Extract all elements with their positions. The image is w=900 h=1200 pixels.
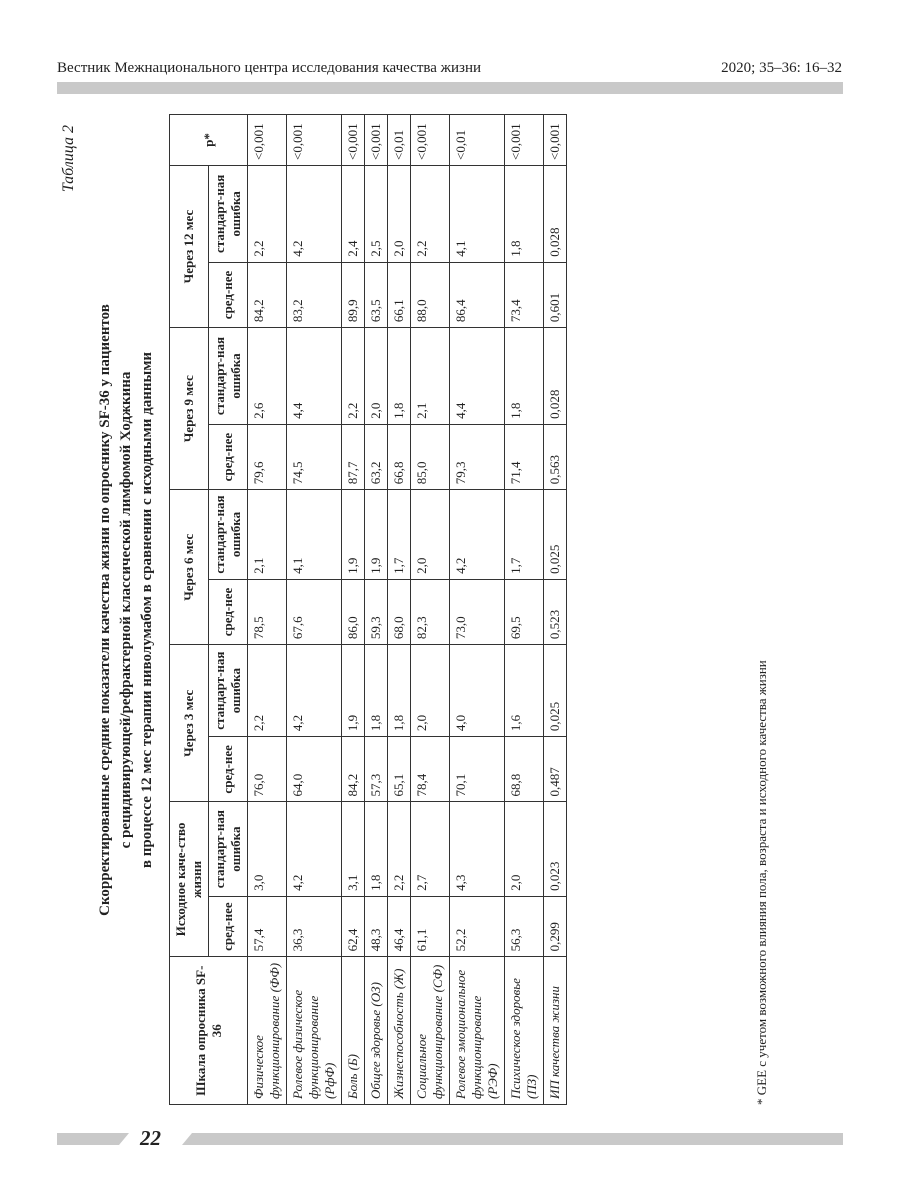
scale-name: Общее здоровье (ОЗ)	[365, 957, 388, 1105]
mean-value: 66,8	[388, 424, 411, 489]
se-value: 4,1	[450, 165, 505, 262]
mean-value: 64,0	[287, 737, 342, 802]
scale-name: Боль (Б)	[342, 957, 365, 1105]
page-number: 22	[140, 1126, 161, 1150]
table-row	[248, 115, 287, 1105]
table-row	[342, 115, 365, 1105]
group-header: Через 3 мес	[170, 645, 209, 802]
mean-value: 70,1	[450, 737, 505, 802]
se-value: 2,0	[411, 490, 450, 580]
sub-se: стандарт-ная ошибка	[209, 490, 248, 580]
p-value: <0,01	[388, 115, 411, 166]
se-value: 2,0	[505, 802, 544, 896]
se-value: 4,2	[287, 802, 342, 896]
mean-value: 52,2	[450, 896, 505, 957]
mean-value: 78,5	[248, 579, 287, 644]
mean-value: 59,3	[365, 579, 388, 644]
group-header: Через 6 мес	[170, 490, 209, 645]
sub-mean: сред-нее	[209, 896, 248, 957]
se-value: 3,0	[248, 802, 287, 896]
se-value: 1,8	[505, 165, 544, 262]
table-row	[411, 115, 450, 1105]
table-row	[388, 115, 411, 1105]
sub-mean: сред-нее	[209, 424, 248, 489]
mean-value: 0,487	[544, 737, 567, 802]
header-row-groups	[170, 115, 209, 1105]
sub-mean: сред-нее	[209, 262, 248, 327]
mean-value: 86,4	[450, 262, 505, 327]
mean-value: 85,0	[411, 424, 450, 489]
scale-name: Жизнеспособность (Ж)	[388, 957, 411, 1105]
group-header: Через 12 мес	[170, 165, 209, 327]
mean-value: 79,6	[248, 424, 287, 489]
mean-value: 73,0	[450, 579, 505, 644]
p-value: <0,001	[342, 115, 365, 166]
se-value: 1,7	[388, 490, 411, 580]
se-value: 1,8	[365, 645, 388, 737]
mean-value: 87,7	[342, 424, 365, 489]
mean-value: 65,1	[388, 737, 411, 802]
sub-se: стандарт-ная ошибка	[209, 802, 248, 896]
sub-mean: сред-нее	[209, 579, 248, 644]
se-value: 0,025	[544, 645, 567, 737]
mean-value: 57,3	[365, 737, 388, 802]
se-value: 3,1	[342, 802, 365, 896]
rotated-table-block	[60, 110, 845, 1110]
mean-value: 63,5	[365, 262, 388, 327]
mean-value: 68,0	[388, 579, 411, 644]
footnote: * GEE с учетом возможного влияния пола, возраста и исходного качества жизни	[754, 660, 769, 1105]
mean-value: 86,0	[342, 579, 365, 644]
col-scale-header: Шкала опросника SF-36	[170, 957, 248, 1105]
mean-value: 0,299	[544, 896, 567, 957]
se-value: 4,1	[287, 490, 342, 580]
p-value: <0,001	[248, 115, 287, 166]
se-value: 2,0	[365, 328, 388, 425]
se-value: 4,2	[287, 165, 342, 262]
mean-value: 79,3	[450, 424, 505, 489]
header-issue: 2020; 35–36: 16–32	[721, 60, 842, 76]
mean-value: 62,4	[342, 896, 365, 957]
results-table	[169, 114, 567, 1105]
se-value: 2,2	[411, 165, 450, 262]
table-row	[544, 115, 567, 1105]
se-value: 1,9	[342, 490, 365, 580]
p-value: <0,001	[411, 115, 450, 166]
mean-value: 61,1	[411, 896, 450, 957]
se-value: 1,8	[388, 645, 411, 737]
p-value: <0,001	[505, 115, 544, 166]
footer-bar-right	[192, 1133, 843, 1145]
title-line: с рецидивирующей/рефрактерной классической лимфомой Ходжкина	[118, 371, 134, 849]
scale-name: Ролевое эмоциональное функционирование (РЭФ)	[450, 957, 505, 1105]
table-label: Таблица 2	[60, 125, 77, 193]
se-value: 0,023	[544, 802, 567, 896]
mean-value: 46,4	[388, 896, 411, 957]
se-value: 1,9	[342, 645, 365, 737]
se-value: 2,0	[411, 645, 450, 737]
mean-value: 74,5	[287, 424, 342, 489]
mean-value: 73,4	[505, 262, 544, 327]
se-value: 2,2	[388, 802, 411, 896]
scale-name: Психическое здоровье (ПЗ)	[505, 957, 544, 1105]
se-value: 2,2	[248, 645, 287, 737]
se-value: 4,4	[287, 328, 342, 425]
se-value: 1,9	[365, 490, 388, 580]
header-row-sub	[209, 115, 248, 1105]
se-value: 2,6	[248, 328, 287, 425]
se-value: 4,0	[450, 645, 505, 737]
mean-value: 84,2	[342, 737, 365, 802]
se-value: 0,028	[544, 328, 567, 425]
se-value: 2,0	[388, 165, 411, 262]
se-value: 2,1	[248, 490, 287, 580]
header-journal: Вестник Межнационального центра исследования качества жизни	[57, 60, 482, 76]
mean-value: 57,4	[248, 896, 287, 957]
scale-name: ИП качества жизни	[544, 957, 567, 1105]
mean-value: 0,563	[544, 424, 567, 489]
se-value: 1,8	[388, 328, 411, 425]
mean-value: 84,2	[248, 262, 287, 327]
se-value: 1,8	[365, 802, 388, 896]
se-value: 4,2	[287, 645, 342, 737]
se-value: 4,2	[450, 490, 505, 580]
mean-value: 68,8	[505, 737, 544, 802]
header-bar	[57, 82, 843, 94]
mean-value: 66,1	[388, 262, 411, 327]
se-value: 4,4	[450, 328, 505, 425]
table-row	[365, 115, 388, 1105]
table-row	[450, 115, 505, 1105]
mean-value: 69,5	[505, 579, 544, 644]
se-value: 2,2	[248, 165, 287, 262]
scale-name: Социальное функционирование (СФ)	[411, 957, 450, 1105]
mean-value: 71,4	[505, 424, 544, 489]
se-value: 1,6	[505, 645, 544, 737]
mean-value: 89,9	[342, 262, 365, 327]
mean-value: 78,4	[411, 737, 450, 802]
mean-value: 82,3	[411, 579, 450, 644]
mean-value: 88,0	[411, 262, 450, 327]
group-header: Исходное каче-ство жизни	[170, 802, 209, 957]
table-row	[505, 115, 544, 1105]
se-value: 2,4	[342, 165, 365, 262]
mean-value: 83,2	[287, 262, 342, 327]
scale-name: Физическое функционирование (ФФ)	[248, 957, 287, 1105]
mean-value: 76,0	[248, 737, 287, 802]
p-value: <0,001	[544, 115, 567, 166]
group-header: Через 9 мес	[170, 328, 209, 490]
footer-bar-left	[57, 1133, 119, 1145]
mean-value: 63,2	[365, 424, 388, 489]
mean-value: 67,6	[287, 579, 342, 644]
se-value: 2,7	[411, 802, 450, 896]
p-value: <0,01	[450, 115, 505, 166]
mean-value: 36,3	[287, 896, 342, 957]
title-line: в процессе 12 мес терапии ниволумабом в сравнении с исходными данными	[139, 351, 155, 869]
mean-value: 0,523	[544, 579, 567, 644]
se-value: 1,8	[505, 328, 544, 425]
sub-se: стандарт-ная ошибка	[209, 165, 248, 262]
se-value: 2,5	[365, 165, 388, 262]
title-line: Скорректированные средние показатели качества жизни по опроснику SF-36 у пациентов	[97, 304, 113, 916]
se-value: 2,1	[411, 328, 450, 425]
mean-value: 0,601	[544, 262, 567, 327]
table-title	[95, 110, 158, 1110]
table-row	[287, 115, 342, 1105]
mean-value: 56,3	[505, 896, 544, 957]
p-value: <0,001	[287, 115, 342, 166]
se-value: 1,7	[505, 490, 544, 580]
se-value: 0,025	[544, 490, 567, 580]
se-value: 4,3	[450, 802, 505, 896]
se-value: 2,2	[342, 328, 365, 425]
sub-mean: сред-нее	[209, 737, 248, 802]
mean-value: 48,3	[365, 896, 388, 957]
col-p-header: p*	[170, 115, 248, 166]
p-value: <0,001	[365, 115, 388, 166]
se-value: 0,028	[544, 165, 567, 262]
sub-se: стандарт-ная ошибка	[209, 328, 248, 425]
sub-se: стандарт-ная ошибка	[209, 645, 248, 737]
scale-name: Ролевое физическое функционирование (РфФ)	[287, 957, 342, 1105]
